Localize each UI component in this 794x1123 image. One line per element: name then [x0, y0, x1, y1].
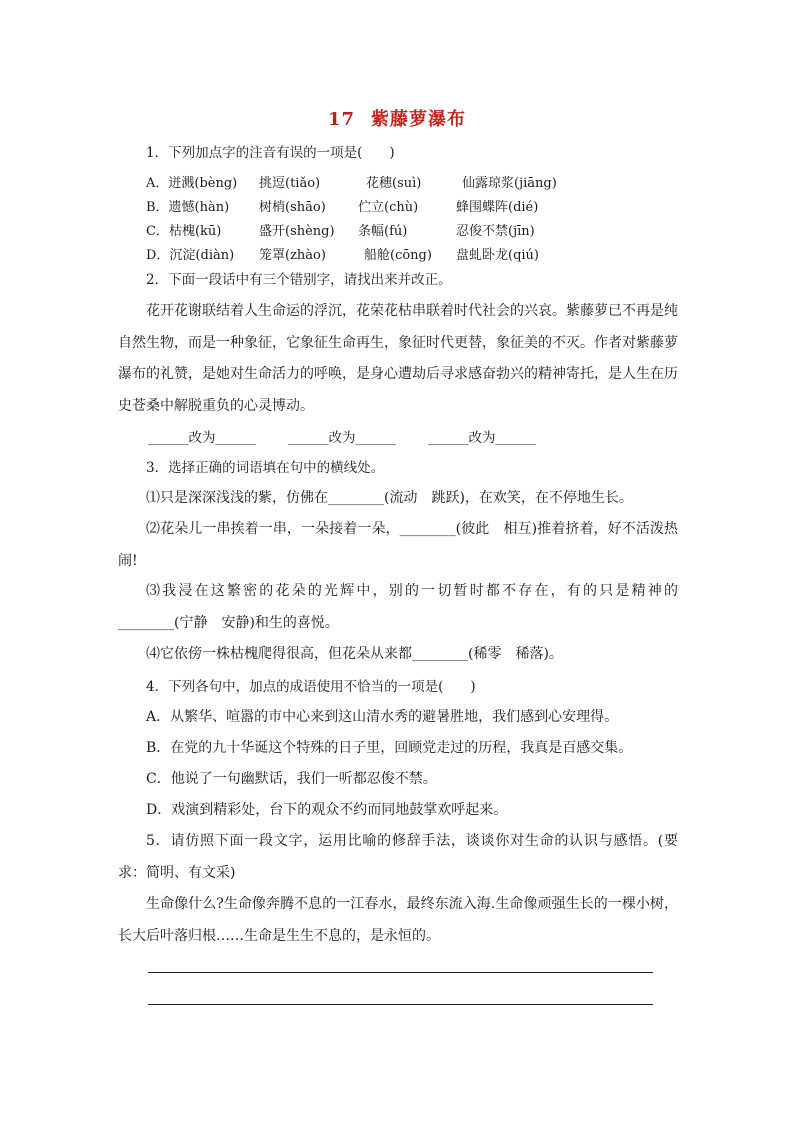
q1-c-1: C．枯槐(kū) [146, 224, 222, 239]
q1-a-3: 花穗(suì) [366, 176, 422, 191]
q1-b-2: 树梢(shāo) [259, 200, 326, 215]
q4-option-c: C．他说了一句幽默话，我们一听都忍俊不禁。 [146, 771, 437, 787]
q2-answer-2: ______改为______ [288, 430, 396, 446]
q1-b-3: 伫立(chù) [358, 200, 419, 215]
q1-d-2: 笼罩(zhào) [259, 248, 326, 263]
q4-option-d: D．戏演到精彩处，台下的观众不约而同地鼓掌欢呼起来。 [146, 802, 508, 818]
q3-item-3: ⑶我浸在这繁密的花朵的光辉中，别的一切暂时都不存在，有的只是精神的________(宁静 安静)和生的喜悦。 [118, 583, 678, 631]
q1-b-1: B．遗憾(hàn) [146, 200, 230, 215]
q5-passage: 生命像什么?生命像奔腾不息的一江春水，最终东流入海.生命像顽强生长的一棵小树，长大后叶落归根……生命是生生不息的，是永恒的。 [118, 896, 678, 944]
q1-stem: 1．下列加点字的注音有误的一项是( ) [146, 145, 395, 161]
q1-a-4: 仙露琼浆(jiāng) [462, 176, 557, 191]
q2-stem: 2．下面一段话中有三个错别字，请找出来并改正。 [146, 272, 452, 288]
q1-d-3: 船舱(cōng) [364, 248, 432, 263]
page-title [0, 105, 794, 131]
q2-answer-3: ______改为______ [428, 430, 536, 446]
q3-item-2: ⑵花朵儿一串挨着一串，一朵接着一朵，________(彼此 相互)推着挤着，好不活泼热闹! [118, 521, 678, 569]
q2-answer-1: ______改为______ [148, 430, 256, 446]
q1-c-3: 条幅(fú) [358, 224, 408, 239]
q4-stem: 4．下列各句中，加点的成语使用不恰当的一项是( ) [146, 679, 476, 695]
lesson-title: 紫藤萝瀑布 [371, 109, 467, 130]
q4-option-a: A．从繁华、喧嚣的市中心来到这山清水秀的避暑胜地，我们感到心安理得。 [146, 709, 619, 725]
q1-a-2: 挑逗(tiǎo) [259, 176, 321, 191]
answer-line-2[interactable] [148, 1004, 653, 1005]
q1-c-4: 忍俊不禁(jīn) [456, 224, 535, 239]
q3-item-4: ⑷它依傍一株枯槐爬得很高，但花朵从来都________(稀零 稀落)。 [146, 646, 563, 662]
q2-passage: 花开花谢联结着人生命运的浮沉，花荣花枯串联着时代社会的兴哀。紫藤萝已不再是纯自然生物，而是一种象征，它象征生命再生，象征时代更替，象征美的不灭。作者对紫藤萝瀑布的礼赞，是她对生命活力的呼唤，是身心遭劫后寻求感奋勃兴的精神寄托，是人生在历史苍桑中解脱重负的心灵博动。 [118, 303, 678, 414]
q3-item-1: ⑴只是深深浅浅的紫，仿佛在________(流动 跳跃)，在欢笑，在不停地生长。 [146, 490, 633, 506]
q3-stem: 3．选择正确的词语填在句中的横线处。 [146, 460, 385, 476]
q1-c-2: 盛开(shèng) [259, 224, 335, 239]
q1-d-1: D．沉淀(diàn) [146, 248, 235, 263]
q1-b-4: 蜂围蝶阵(dié) [456, 200, 539, 215]
q1-d-4: 盘虬卧龙(qiú) [456, 248, 539, 263]
q5-stem: 5．请仿照下面一段文字，运用比喻的修辞手法，谈谈你对生命的认识与感悟。(要求：简明、有文采) [118, 833, 678, 881]
answer-line-1[interactable] [148, 972, 653, 973]
q4-option-b: B．在党的九十华诞这个特殊的日子里，回顾党走过的历程，我真是百感交集。 [146, 740, 633, 756]
q1-a-1: A．迸溅(bèng) [146, 176, 238, 191]
lesson-number: 17 [327, 109, 356, 130]
